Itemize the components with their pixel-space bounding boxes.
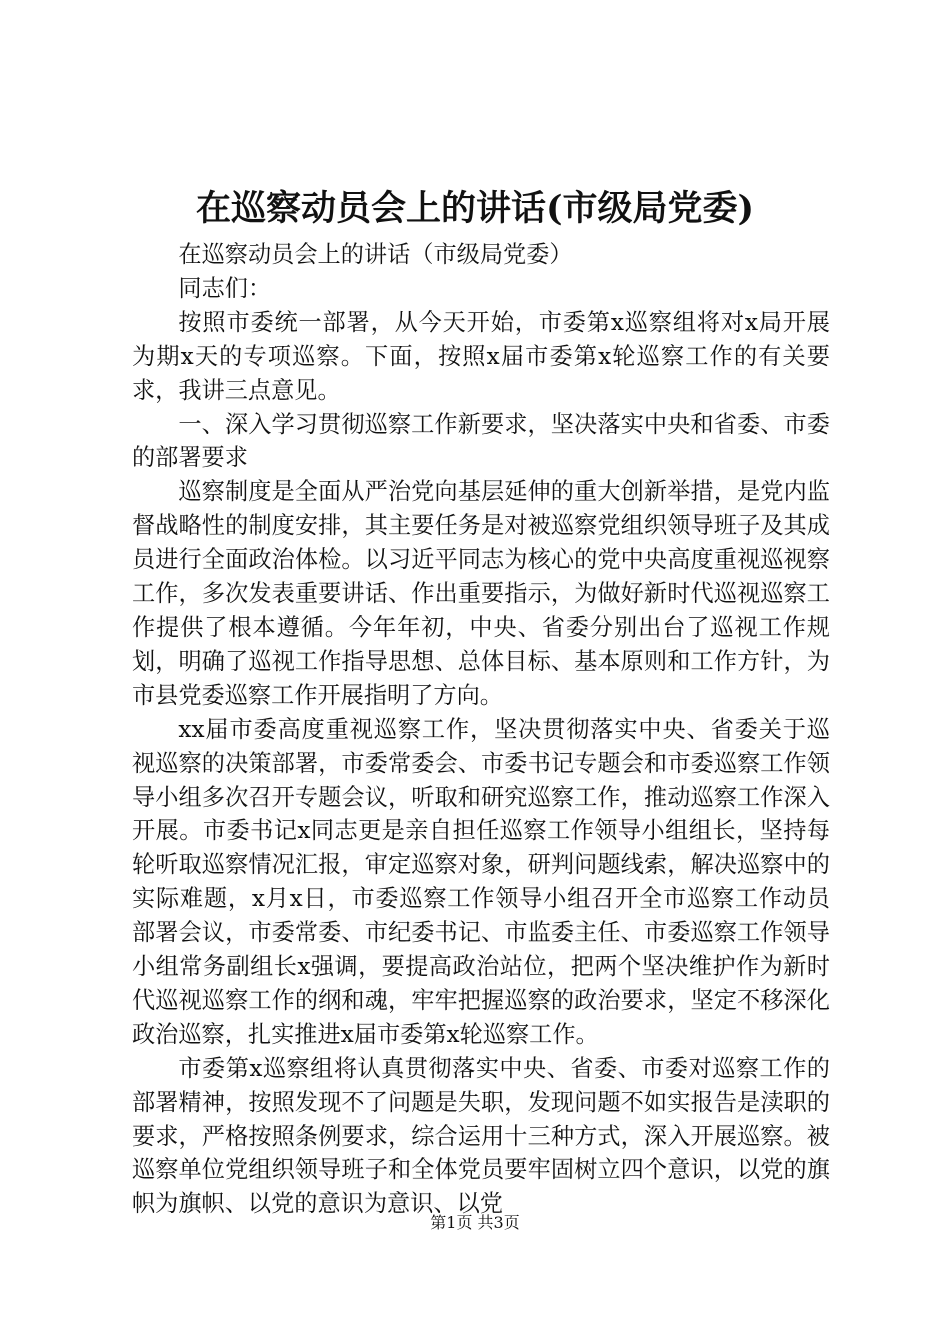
subtitle-paragraph: 在巡察动员会上的讲话（市级局党委） xyxy=(178,241,573,268)
salutation-paragraph: 同志们： xyxy=(178,274,272,302)
page-footer: 第1页 共3页 xyxy=(430,1213,520,1232)
body-paragraph: 巡察制度是全面从严治党向基层延伸的重大创新举措，是党内监督战略性的制度安排，其主要任务是对被巡察党组织领导班子及其成员进行全面政治体检。以习近平同志为核心的党中央高度重视巡视察工作，多次发表重要讲话、作出重要指示，为做好新时代巡视巡察工作提供了根本遵循。今年年初，中央、省委分别出台了巡视工作规划，明确了巡视工作指导思想、总体目标、基本原则和工作方针，为市县党委巡察工作开展指明了方向。 xyxy=(132,478,830,709)
section-heading-1: 一、深入学习贯彻巡察工作新要求，坚决落实中央和省委、市委的部署要求 xyxy=(132,410,830,472)
body-paragraph: xx届市委高度重视巡察工作，坚决贯彻落实中央、省委关于巡视巡察的决策部署，市委常委会、市委书记专题会和市委巡察工作领导小组多次召开专题会议，听取和研究巡察工作，推动巡察工作深入开展。市委书记x同志更是亲自担任巡察工作领导小组组长，坚持每轮听取巡察情况汇报，审定巡察对象，研判问题线索，解决巡察中的实际难题，x月x日，市委巡察工作领导小组召开全市巡察工作动员部署会议，市委常委、市纪委书记、市监委主任、市委巡察工作领导小组常务副组长x强调，要提高政治站位，把两个坚决维护作为新时代巡视巡察工作的纲和魂，牢牢把握巡察的政治要求，坚定不移深化政治巡察，扎实推进x届市委第x轮巡察工作。 xyxy=(132,715,830,1048)
intro-paragraph: 按照市委统一部署，从今天开始，市委第x巡察组将对x局开展为期x天的专项巡察。下面，按照x届市委第x轮巡察工作的有关要求，我讲三点意见。 xyxy=(132,308,830,404)
body-paragraph: 市委第x巡察组将认真贯彻落实中央、省委、市委对巡察工作的部署精神，按照发现不了问题是失职，发现问题不如实报告是渎职的要求，严格按照条例要求，综合运用十三种方式，深入开展巡察。被巡察单位党组织领导班子和全体党员要牢固树立四个意识，以党的旗帜为旗帜、以党的意识为意识、以党 xyxy=(132,1054,830,1218)
document-body xyxy=(132,238,830,1221)
document-title: 在巡察动员会上的讲话(市级局党委) xyxy=(195,188,755,229)
